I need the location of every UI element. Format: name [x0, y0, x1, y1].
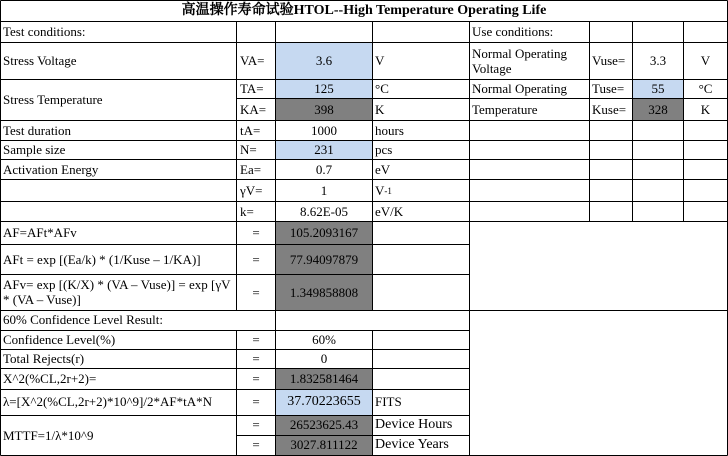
- test-conditions-header: Test conditions:: [3, 23, 86, 39]
- ea-unit: eV: [375, 161, 391, 177]
- vuse-symbol: Vuse=: [592, 53, 626, 69]
- ea-value[interactable]: 0.7: [315, 161, 333, 177]
- n-value[interactable]: 231: [314, 142, 334, 158]
- ta-symbol: TA=: [240, 81, 264, 97]
- k-symbol: k=: [240, 203, 254, 219]
- chi-square-label: X^2(%CL,2r+2)=: [3, 370, 97, 386]
- tuse-value[interactable]: 55: [651, 81, 665, 97]
- mttf-hours-value[interactable]: 26523625.43: [289, 417, 359, 433]
- ta-unit: °C: [375, 81, 389, 97]
- va-unit: V: [375, 53, 385, 69]
- kuse-value[interactable]: 328: [648, 101, 668, 117]
- af-value[interactable]: 105.2093167: [289, 225, 359, 241]
- afv-value[interactable]: 1.349858808: [289, 284, 359, 300]
- k-value[interactable]: 8.62E-05: [299, 203, 349, 219]
- ka-symbol: KA=: [240, 101, 267, 117]
- total-rejects-value[interactable]: 0: [320, 350, 328, 366]
- afv-equals: =: [252, 284, 260, 300]
- k-unit: eV/K: [375, 203, 404, 219]
- gamma-v-value[interactable]: 1: [320, 182, 328, 198]
- gamma-v-unit-exponent: -1: [384, 185, 392, 196]
- normal-operating-temp-label-2: Temperature: [472, 101, 538, 117]
- activation-energy-label: Activation Energy: [3, 161, 99, 177]
- n-symbol: N=: [240, 142, 257, 158]
- lambda-value[interactable]: 37.70223655: [287, 394, 361, 410]
- mttf-years-value[interactable]: 3027.811122: [290, 437, 358, 453]
- aft-formula: AFt = exp [(Ea/k) * (1/Kuse – 1/KA)]: [3, 251, 201, 267]
- lambda-equals: =: [252, 394, 260, 410]
- kuse-symbol: Kuse=: [592, 101, 627, 117]
- normal-operating-temp-label-1: Normal Operating: [472, 81, 567, 97]
- ta-value[interactable]: 125: [314, 81, 334, 97]
- stress-voltage-label: Stress Voltage: [3, 53, 77, 69]
- confidence-level-label: Confidence Level(%): [3, 331, 116, 347]
- lambda-formula: λ=[X^2(%CL,2r+2)*10^9]/2*AF*tA*N: [3, 394, 213, 410]
- mttf-years-equals: =: [252, 437, 260, 453]
- chi-square-equals: =: [252, 370, 260, 386]
- af-formula: AF=AFt*AFv: [3, 225, 77, 241]
- aft-value[interactable]: 77.94097879: [289, 251, 359, 267]
- total-rejects-equals: =: [252, 350, 260, 366]
- mttf-hours-equals: =: [252, 417, 260, 433]
- gamma-v-symbol: γV=: [240, 182, 263, 198]
- confidence-level-value[interactable]: 60%: [312, 331, 336, 347]
- ta-duration-value[interactable]: 1000: [311, 122, 337, 138]
- aft-equals: =: [252, 251, 260, 267]
- mttf-years-unit: Device Years: [375, 437, 449, 453]
- mttf-formula: MTTF=1/λ*10^9: [3, 427, 94, 443]
- gamma-v-unit: V -1: [375, 182, 392, 198]
- ka-unit: K: [375, 101, 385, 117]
- result-header: 60% Confidence Level Result:: [3, 312, 163, 328]
- n-unit: pcs: [375, 142, 393, 158]
- lambda-unit: FITS: [375, 394, 402, 410]
- tuse-unit: °C: [698, 81, 713, 97]
- use-conditions-header: Use conditions:: [472, 23, 554, 39]
- va-symbol: VA=: [240, 53, 265, 69]
- chi-square-value[interactable]: 1.832581464: [289, 370, 359, 386]
- ka-value[interactable]: 398: [314, 101, 334, 117]
- test-duration-label: Test duration: [3, 122, 72, 138]
- vuse-unit: V: [700, 53, 711, 69]
- ta-duration-symbol: tA=: [240, 122, 261, 138]
- sample-size-label: Sample size: [3, 142, 66, 158]
- confidence-level-equals: =: [252, 331, 260, 347]
- afv-formula: AFv= exp [(K/X) * (VA – Vuse)] = exp [γV * (VA – Vuse)]: [3, 277, 231, 307]
- kuse-unit: K: [700, 101, 711, 117]
- va-value[interactable]: 3.6: [315, 53, 333, 69]
- normal-operating-voltage-label: Normal Operating Voltage: [472, 45, 567, 76]
- stress-temperature-label: Stress Temperature: [3, 92, 103, 108]
- tuse-symbol: Tuse=: [592, 81, 625, 97]
- af-equals: =: [252, 225, 260, 241]
- ea-symbol: Ea=: [240, 161, 262, 177]
- total-rejects-label: Total Rejects(r): [3, 350, 85, 366]
- vuse-value[interactable]: 3.3: [649, 53, 667, 69]
- ta-duration-unit: hours: [375, 122, 404, 138]
- page-title: 高温操作寿命试验HTOL--High Temperature Operating Life: [181, 2, 547, 18]
- mttf-hours-unit: Device Hours: [375, 417, 453, 433]
